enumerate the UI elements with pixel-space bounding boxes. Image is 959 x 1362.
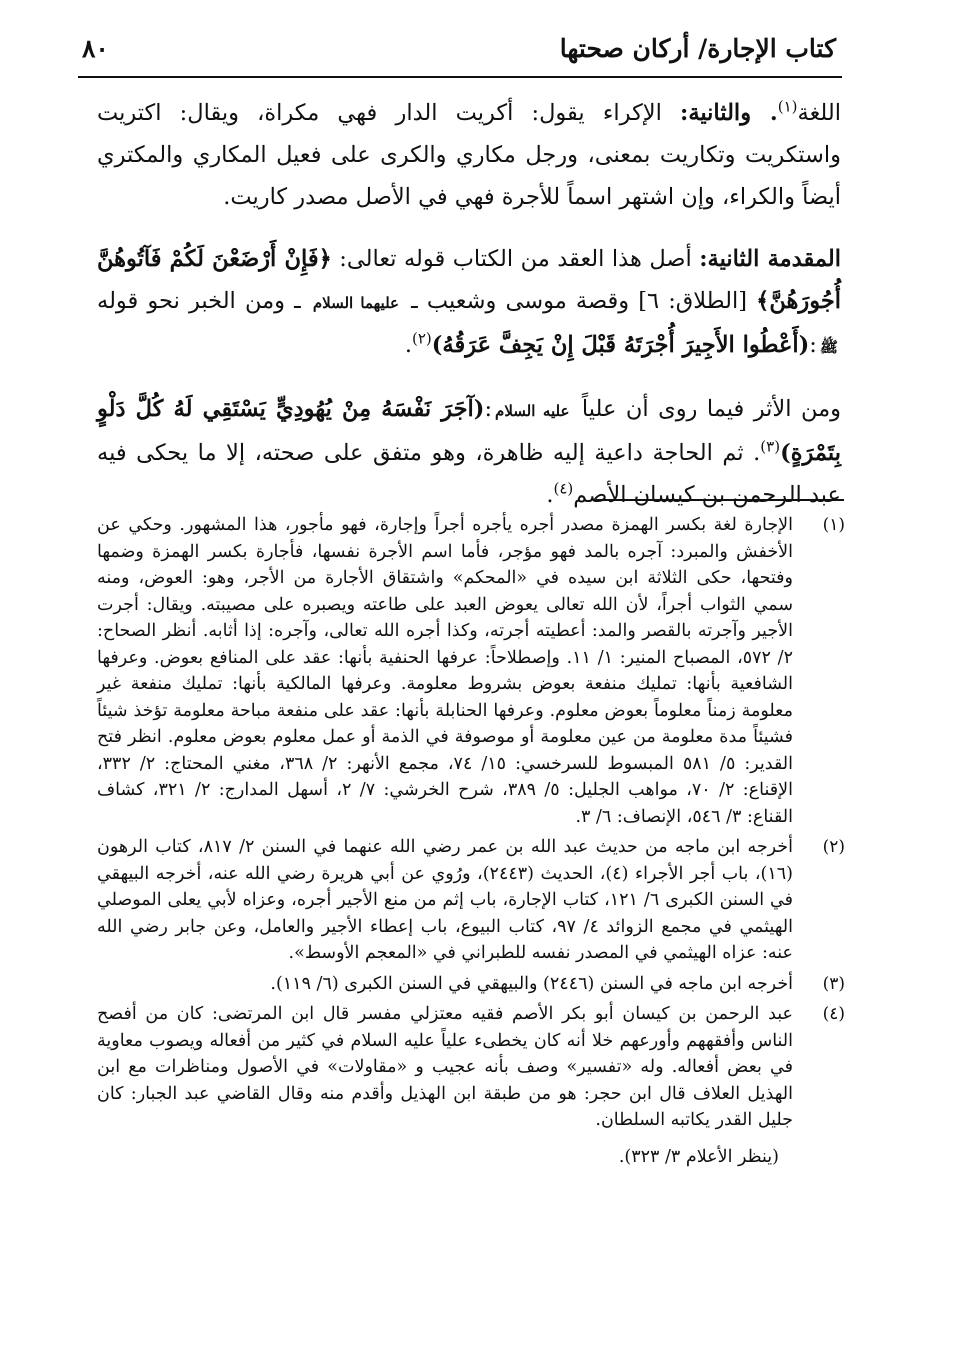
paragraph-second-premise (97, 238, 841, 368)
athar-text: (آجَرَ نَفْسَهُ مِنْ يُهُودِيٍّ يَسْتَقِي لَهُ كُلَّ دَلْوٍ بِتَمْرَةٍ) (97, 396, 841, 466)
para1-lead: . والثانية: (680, 100, 778, 126)
hadith-text: (أَعْطُوا الأَجِيرَ أُجْرَتَهُ قَبْلَ إِنْ يَجِفَّ عَرَقُهُ) (431, 332, 810, 358)
footnote-3 (97, 971, 845, 998)
para3-text2: : (484, 396, 493, 422)
footnote-text: عبد الرحمن بن كيسان أبو بكر الأصم فقيه معتزلي مفسر قال ابن المرتضى: كان من أفصح الناس وأفقههم وأورعهم خلا أنه كان يخطىء علياً عليه السلام في كثير من أفعاله ويصوب معاوية في بعض أفعاله. وله «تفسير» وصف بأنه عجيب و «مقاولات» في الأصول ومناظرات مع ابن الهذيل العلاف قال ابن حجر: هو من طبقة ابن الهذيل وأقدم منه وقال القاضي عبد الجبار: كان جليل القدر يكاتبه السلطان. (97, 1004, 793, 1130)
footnote-number: (٤) (822, 1004, 845, 1024)
footnote-text: الإجارة لغة بكسر الهمزة مصدر أجره يأجره أجراً وإجارة، فهو مأجور، هذا المشهور. وحكي عن الأخفش والمبرد: آجره بالمد فهو مؤجر، فأما اسم الأجرة نفسها، فأجارة بكسر الهمزة وضمها وفتحها، حكى الثلاثة ابن سيده في «المحكم» واشتقاق الأجارة من الأجر، وهو: العوض، ومنه سمي الثواب أجراً، لأن الله تعالى يعوض العبد على طاعته ويصبره على مصيبته. ويقال: أجرت الأجير وآجرته بالقصر والمد: أعطيته أجرته، وكذا أجره الله تعالى، وآجره: إذا أثابه. أنظر الصحاح: ٢/ ٥٧٢، المصباح المنير: ١/ ١١. وإصطلاحاً: عرفها الحنفية بأنها: عقد على المنافع بعوض. وعرفها الشافعية بأنها: تمليك منفعة بعوض بشروط معلومة. وعرفها المالكية بأنها: تمليك منفعة غير معلومة زمناً معلوماً بعوض معلوم. وعرفها الحنابلة بأنها: عقد على منفعة مباحة معلومة تؤخذ شيئاً فشيئاً مدة معلومة من عين معلومة أو موصوفة في الذمة أو عمل معلوم بعوض معلوم. انظر فتح القدير: ٥/ ٥٨١ المبسوط للسرخسي: ١٥/ ٧٤، مجمع الأنهر: ٢/ ٣٦٨، مغني المحتاج: ٢/ ٣٣٢، الإقناع: ٢/ ٧٠، مواهب الجليل: ٥/ ٣٨٩، شرح الخرشي: ٧/ ٢، أسهل المدارج: ٢/ ٣٢١، كشاف القناع: ٣/ ٥٤٦، الإنصاف: ٦/ ٣. (97, 515, 794, 827)
footnote-text: أخرجه ابن ماجه في السنن (٢٤٤٦) والبيهقي في السنن الكبرى (٦/ ١١٩). (270, 973, 793, 994)
para2-text1: أصل هذا العقد من الكتاب قوله تعالى: (331, 246, 700, 272)
footnote-number: (١) (822, 515, 845, 535)
footnote-2 (97, 834, 845, 967)
page-number: ٨٠ (82, 34, 109, 63)
footnote-ref-3[interactable]: (٣) (760, 437, 781, 456)
salutation-glyph-ali: عليه السلام (495, 402, 570, 420)
para2-text4: : (809, 332, 817, 358)
para3-end: . (546, 482, 554, 508)
footnote-separator (596, 499, 844, 501)
footnote-ref-2[interactable]: (٢) (412, 329, 432, 348)
para2-end: . (404, 332, 412, 358)
para2-lead: المقدمة الثانية: (699, 246, 841, 272)
para1-body: الإكراء يقول: أكريت الدار فهي مكراة، ويقال: اكتريت واستكريت وتكاريت بمعنى، ورجل مكاري والكرى على فعيل المكاري والمكتري أيضاً والكراء، وإن اشتهر اسماً للأجرة فهي في الأصل مصدر كاريت. (97, 100, 841, 210)
footnote-number: (٣) (822, 973, 845, 994)
footnote-ref-4[interactable]: (٤) (553, 479, 574, 498)
para2-text3: ـ ومن الخبر نحو قوله (97, 288, 310, 314)
footnote-number: (٢) (822, 837, 845, 857)
footnote-see-also-text: (ينظر الأعلام ٣/ ٣٢٣). (618, 1146, 779, 1167)
paragraph-language (97, 92, 841, 218)
footnote-4 (97, 1001, 845, 1134)
para2-text2: [الطلاق: ٦] وقصة موسى وشعيب ـ (402, 288, 757, 314)
para3-text3: . ثم الحاجة داعية إليه ظاهرة، وهو متفق على صحته، إلا ما يحكى فيه عبد الرحمن بن كيسان الأصم (97, 440, 841, 508)
footnote-text: أخرجه ابن ماجه من حديث عبد الله بن عمر رضي الله عنهما في السنن ٢/ ٨١٧، كتاب الرهون (١٦)، باب أجر الأجراء (٤)، الحديث (٢٤٤٣)، ورُوي عن أبي هريرة رضي الله عنه، أخرجه البيهقي في السنن الكبرى ٦/ ١٢١، كتاب الإجارة، باب إثم من منع الأجير أجره، وعزاه لأبي يعلى الموصلي الهيثمي في مجمع الزوائد ٤/ ٩٧، كتاب البيوع، باب إعطاء الأجير والعامل، وعن جابر رضي الله عنه: عزاه الهيثمي في المصدر نفسه للطبراني في «المعجم الأوسط». (97, 837, 793, 963)
footnotes (97, 512, 845, 1170)
para3-text1: ومن الأثر فيما روى أن علياً (572, 396, 841, 422)
quran-verse: ﴿فَإِنْ أَرْضَعْنَ لَكُمْ فَآتُوهُنَّ أُجُورَهُنَّ﴾ (97, 246, 841, 314)
main-text (97, 92, 841, 536)
page-header (78, 30, 842, 78)
running-title: كتاب الإجارة/ أركان صحتها (559, 34, 836, 63)
footnote-ref-1[interactable]: (١) (777, 97, 798, 116)
para1-start: اللغة (797, 100, 841, 126)
paragraph-athar (97, 388, 841, 516)
salutation-glyph: عليهما السلام (312, 294, 400, 312)
footnote-see-also (97, 1144, 841, 1171)
prophet-salutation-glyph: ﷺ (819, 338, 838, 356)
footnote-1 (97, 512, 845, 830)
